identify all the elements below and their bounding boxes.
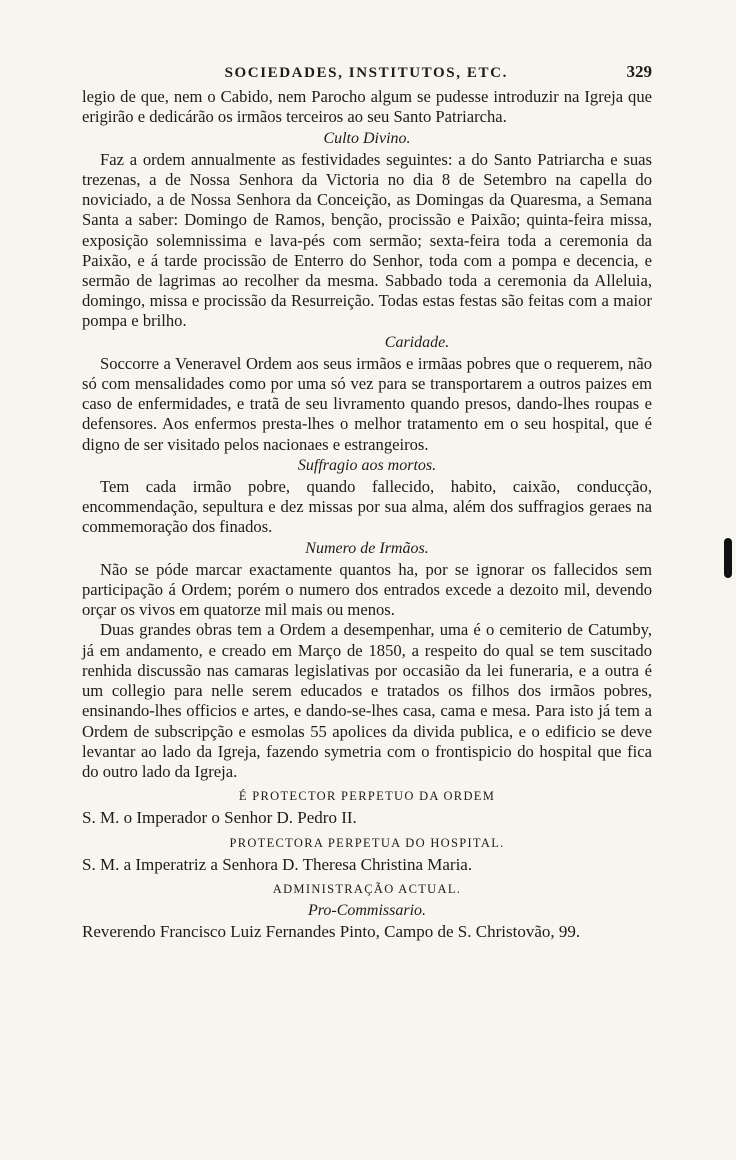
protectora-title: PROTECTORA PERPETUA DO HOSPITAL.	[229, 835, 505, 850]
protector-title: É PROTECTOR PERPETUO DA ORDEM	[238, 789, 496, 804]
section-title-numero: Numero de Irmãos.	[305, 539, 429, 557]
suffragio-paragraph: Tem cada irmão pobre, quando fallecido, habito, caixão, conducção, encommendação, sepultura e dez missas por sua alma, além dos suffragios geraes na commemoração dos finados.	[82, 477, 652, 537]
caridade-paragraph: Soccorre a Veneravel Ordem aos seus irmãos e irmãas pobres que o requerem, não só com mensalidades como por uma só vez para se transportarem a outros paizes em caso de enfermidades, e tratã de seu livramento quando presos, dando-lhes roupas e defensores. Aos enfermos presta-lhes o melhor tratamento em o seu hospital, que é digno de ser visitado pelos nacionaes e estrangeiros.	[82, 353, 652, 454]
document-page	[82, 62, 652, 943]
margin-ink-mark	[724, 538, 732, 578]
page-number: 329	[626, 62, 652, 81]
obras-paragraph: Duas grandes obras tem a Ordem a desempenhar, uma é o cemiterio de Catumby, já em andamento, e creado em Março de 1850, a respeito do qual se tem suscitado renhida discussão nas camaras legislativas por occasião da lei funeraria, e a outra é um collegio para nelle serem educados e tratados os filhos dos irmãos pobres, ensinando-lhes officios e artes, e dando-se-lhes casa, cama e mesa. Para isto já tem a Ordem de subscripção e esmolas 55 apolices da divida publica, e o edificio se deve levantar ao lado da Igreja, fazendo symetria com o frontispicio do hospital que fica do outro lado da Igreja.	[82, 620, 652, 781]
section-title-caridade: Caridade.	[384, 333, 450, 351]
protectora-name: S. M. a Imperatriz a Senhora D. Theresa Christina Maria.	[82, 854, 473, 874]
administration-person: Reverendo Francisco Luiz Fernandes Pinto, Campo de S. Christovão, 99.	[82, 922, 581, 942]
intro-paragraph: legio de que, nem o Cabido, nem Parocho algum se pudesse introduzir na Igreja que erigirão e dedicárão os irmãos terceiros ao seu Santo Patriarcha.	[82, 87, 652, 127]
protector-name: S. M. o Imperador o Senhor D. Pedro II.	[82, 808, 357, 828]
section-title-culto: Culto Divino.	[323, 129, 411, 147]
administration-title: ADMINISTRAÇÃO ACTUAL.	[272, 881, 462, 896]
page-header	[82, 62, 652, 83]
culto-paragraph: Faz a ordem annualmente as festividades seguintes: a do Santo Patriarcha e suas trezenas, a de Nossa Senhora da Victoria no dia 8 de Setembro na capella do noviciado, a de Nossa Senhora da Conceição, as Domingas da Quaresma, a Semana Santa a saber: Domingo de Ramos, benção, procissão e Paixão; quinta-feira missa, exposição solemnissima e lava-pés com sermão; sexta-feira toda a ceremonia da Paixão, e á tarde procissão de Enterro do Senhor, toda com a pompa e decencia, e sermão de lagrimas ao recolher da mesma. Sabbado toda a ceremonia da Alleluia, domingo, missa e procissão da Resurreição. Todas estas festas são feitas com a maior pompa e brilho.	[82, 149, 652, 331]
section-title-suffragio: Suffragio aos mortos.	[297, 456, 437, 474]
administration-role: Pro-Commissario.	[307, 902, 427, 920]
running-title: SOCIEDADES, INSTITUTOS, ETC.	[224, 65, 508, 81]
numero-paragraph: Não se póde marcar exactamente quantos ha, por se ignorar os fallecidos sem participação á Ordem; porém o numero dos entrados excede a dezoito mil, devendo orçar os vivos em quatorze mil mais ou menos.	[82, 559, 652, 620]
